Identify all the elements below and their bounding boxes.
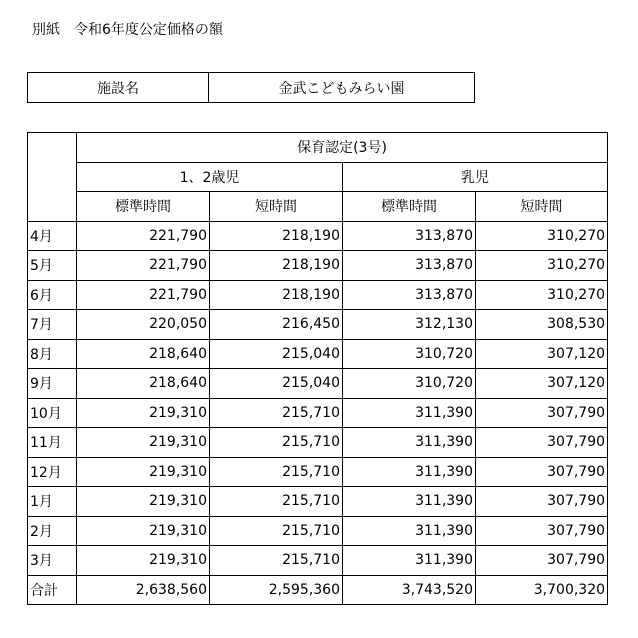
table-row [28,546,608,576]
price-cell: 215,710 [210,457,343,487]
price-cell: 215,040 [210,369,343,399]
price-cell: 307,120 [476,339,608,369]
price-cell: 307,790 [476,487,608,517]
price-cell: 310,270 [476,251,608,281]
header-corner-cell [28,133,77,222]
price-cell: 218,640 [77,339,210,369]
price-cell: 307,790 [476,457,608,487]
price-cell: 221,790 [77,251,210,281]
facility-label: 施設名 [28,73,209,103]
table-row [28,516,608,546]
price-cell: 307,790 [476,428,608,458]
month-cell: 5月 [28,251,77,281]
month-cell: 1月 [28,487,77,517]
total-label: 合計 [28,575,77,605]
price-cell: 313,870 [343,280,476,310]
price-cell: 215,710 [210,546,343,576]
table-row [28,251,608,281]
month-cell: 12月 [28,457,77,487]
price-cell: 311,390 [343,398,476,428]
sub-header-short: 短時間 [210,192,343,222]
table-row [28,221,608,251]
table-row [28,457,608,487]
price-cell: 310,720 [343,369,476,399]
price-table [27,132,608,605]
price-cell: 307,790 [476,516,608,546]
table-row [28,398,608,428]
month-cell: 9月 [28,369,77,399]
price-cell: 218,190 [210,251,343,281]
price-cell: 308,530 [476,310,608,340]
table-row [28,428,608,458]
total-row [28,575,608,605]
table-row [28,339,608,369]
price-cell: 219,310 [77,487,210,517]
month-cell: 4月 [28,221,77,251]
month-cell: 3月 [28,546,77,576]
header-row-group [28,133,608,163]
age-header-1-2: 1、2歳児 [77,162,343,192]
price-cell: 215,710 [210,487,343,517]
price-cell: 307,120 [476,369,608,399]
price-cell: 310,270 [476,280,608,310]
price-cell: 219,310 [77,516,210,546]
price-cell: 307,790 [476,546,608,576]
price-cell: 219,310 [77,428,210,458]
age-header-infant: 乳児 [343,162,608,192]
header-row-age [28,162,608,192]
price-cell: 311,390 [343,516,476,546]
month-cell: 11月 [28,428,77,458]
table-row [28,487,608,517]
price-cell: 219,310 [77,457,210,487]
month-cell: 7月 [28,310,77,340]
sub-header-short: 短時間 [476,192,608,222]
price-cell: 311,390 [343,487,476,517]
price-cell: 313,870 [343,221,476,251]
table-row [28,369,608,399]
total-cell: 3,743,520 [343,575,476,605]
group-header: 保育認定(3号) [77,133,608,163]
month-cell: 2月 [28,516,77,546]
price-cell: 312,130 [343,310,476,340]
price-cell: 216,450 [210,310,343,340]
table-row [28,280,608,310]
total-cell: 3,700,320 [476,575,608,605]
facility-name: 金武こどもみらい園 [209,73,475,103]
price-cell: 215,710 [210,516,343,546]
price-cell: 221,790 [77,221,210,251]
price-cell: 221,790 [77,280,210,310]
price-cell: 311,390 [343,457,476,487]
price-cell: 218,640 [77,369,210,399]
sub-header-standard: 標準時間 [77,192,210,222]
price-cell: 215,710 [210,398,343,428]
month-cell: 10月 [28,398,77,428]
page-title: 別紙 令和6年度公定価格の額 [32,22,223,38]
facility-row [28,73,475,103]
price-cell: 219,310 [77,398,210,428]
price-cell: 220,050 [77,310,210,340]
price-cell: 313,870 [343,251,476,281]
facility-table [27,72,475,103]
price-cell: 218,190 [210,280,343,310]
sub-header-standard: 標準時間 [343,192,476,222]
price-cell: 218,190 [210,221,343,251]
price-cell: 310,270 [476,221,608,251]
total-cell: 2,595,360 [210,575,343,605]
price-cell: 311,390 [343,546,476,576]
header-row-time [28,192,608,222]
price-cell: 219,310 [77,546,210,576]
price-cell: 307,790 [476,398,608,428]
total-cell: 2,638,560 [77,575,210,605]
month-cell: 8月 [28,339,77,369]
price-cell: 215,710 [210,428,343,458]
price-cell: 311,390 [343,428,476,458]
month-cell: 6月 [28,280,77,310]
table-row [28,310,608,340]
price-cell: 310,720 [343,339,476,369]
price-cell: 215,040 [210,339,343,369]
